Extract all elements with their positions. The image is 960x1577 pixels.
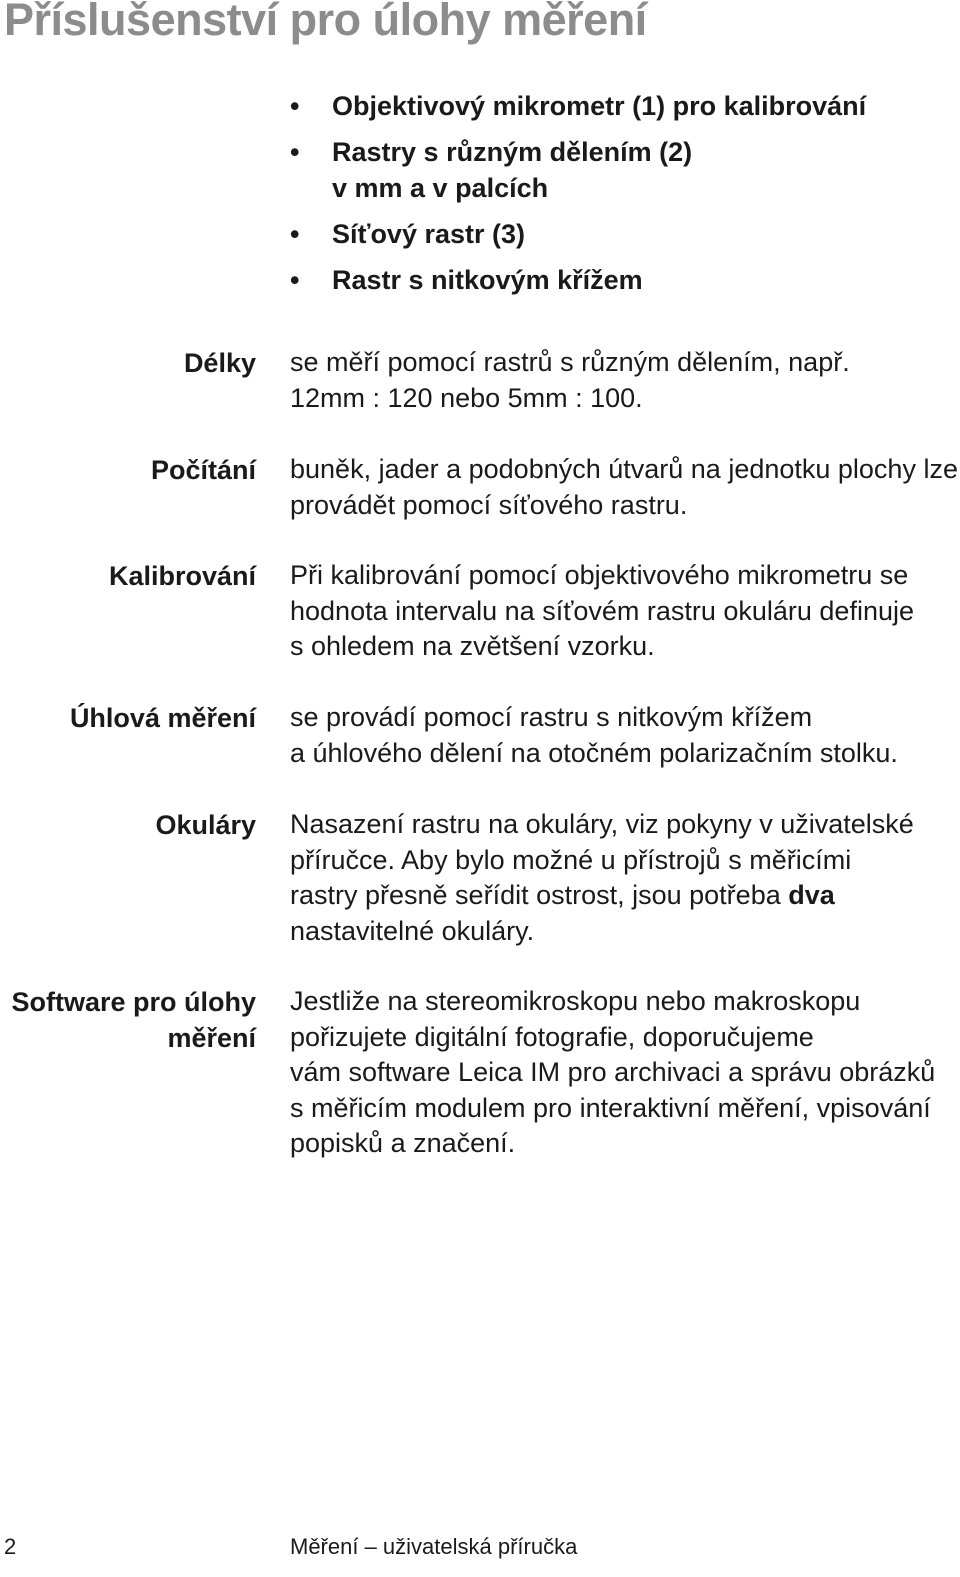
section-label-text: Úhlová měření bbox=[69, 703, 256, 733]
body-line: vám software Leica IM pro archivaci a správu obrázků bbox=[290, 1057, 936, 1087]
body-line: Nasazení rastru na okuláry, viz pokyny v uživatelské bbox=[290, 809, 914, 839]
section-label bbox=[0, 700, 256, 736]
section-label-text: měření bbox=[167, 1023, 256, 1053]
section-label-text: Počítání bbox=[150, 455, 256, 485]
list-item bbox=[290, 262, 930, 298]
list-item bbox=[290, 88, 930, 124]
section-label bbox=[0, 807, 256, 843]
bullet-icon: • bbox=[290, 91, 300, 121]
body-line: s ohledem na zvětšení vzorku. bbox=[290, 631, 655, 661]
section-label bbox=[0, 984, 256, 1056]
section-label-text: Software pro úlohy bbox=[11, 987, 256, 1017]
section-label bbox=[0, 345, 256, 381]
list-item bbox=[290, 134, 930, 206]
footer-title: Měření – uživatelská příručka bbox=[290, 1534, 578, 1559]
body-line: popisků a značení. bbox=[290, 1128, 516, 1158]
section-label-text: Kalibrování bbox=[108, 561, 256, 591]
body-line bbox=[290, 878, 958, 914]
body-line: 12mm : 120 nebo 5mm : 100. bbox=[290, 382, 643, 413]
body-line: hodnota intervalu na síťovém rastru okuláru definuje bbox=[290, 595, 914, 626]
body-line: se měří pomocí rastrů s různým dělením, např. bbox=[290, 347, 850, 377]
list-item-text: Rastry s různým dělením (2) bbox=[332, 137, 693, 167]
body-line: provádět pomocí síťového rastru. bbox=[290, 489, 688, 520]
list-item bbox=[290, 216, 930, 252]
body-line: buněk, jader a podobných útvarů na jednotku plochy lze bbox=[290, 454, 958, 484]
page-title: Příslušenství pro úlohy měření bbox=[4, 0, 647, 45]
section-label-text: Délky bbox=[183, 348, 256, 378]
body-line-text: rastry přesně seřídit ostrost, jsou potřeba bbox=[290, 880, 781, 910]
section-label bbox=[0, 452, 256, 488]
section-body bbox=[290, 700, 958, 771]
section-body bbox=[290, 452, 958, 523]
body-line: příručce. Aby bylo možné u přístrojů s měřicími bbox=[290, 844, 852, 875]
list-item-text: Rastr s nitkovým křížem bbox=[332, 265, 643, 295]
body-line: se provádí pomocí rastru s nitkovým křížem bbox=[290, 702, 813, 732]
section-label bbox=[0, 558, 256, 594]
section-body bbox=[290, 984, 958, 1162]
section-label-text: Okuláry bbox=[155, 810, 256, 840]
body-line: s měřicím modulem pro interaktivní měření, vpisování bbox=[290, 1092, 931, 1123]
body-line: Jestliže na stereomikroskopu nebo makroskopu bbox=[290, 986, 861, 1016]
bullet-icon: • bbox=[290, 265, 300, 295]
body-line: a úhlového dělení na otočném polarizačním stolku. bbox=[290, 737, 898, 768]
section-body bbox=[290, 345, 958, 416]
emphasis-text: dva bbox=[788, 880, 835, 910]
section-body bbox=[290, 558, 958, 665]
list-item-text: Síťový rastr (3) bbox=[332, 219, 526, 249]
section-body bbox=[290, 807, 958, 949]
page-number: 2 bbox=[4, 1534, 17, 1559]
body-line: pořizujete digitální fotografie, doporučujeme bbox=[290, 1021, 814, 1052]
bullet-icon: • bbox=[290, 137, 300, 167]
body-line: nastavitelné okuláry. bbox=[290, 915, 535, 946]
body-line: Při kalibrování pomocí objektivového mikrometru se bbox=[290, 560, 909, 590]
list-item-text: Objektivový mikrometr (1) pro kalibrování bbox=[332, 91, 867, 121]
bullet-icon: • bbox=[290, 219, 300, 249]
list-item-text: v mm a v palcích bbox=[332, 173, 549, 203]
accessories-list bbox=[290, 88, 930, 308]
